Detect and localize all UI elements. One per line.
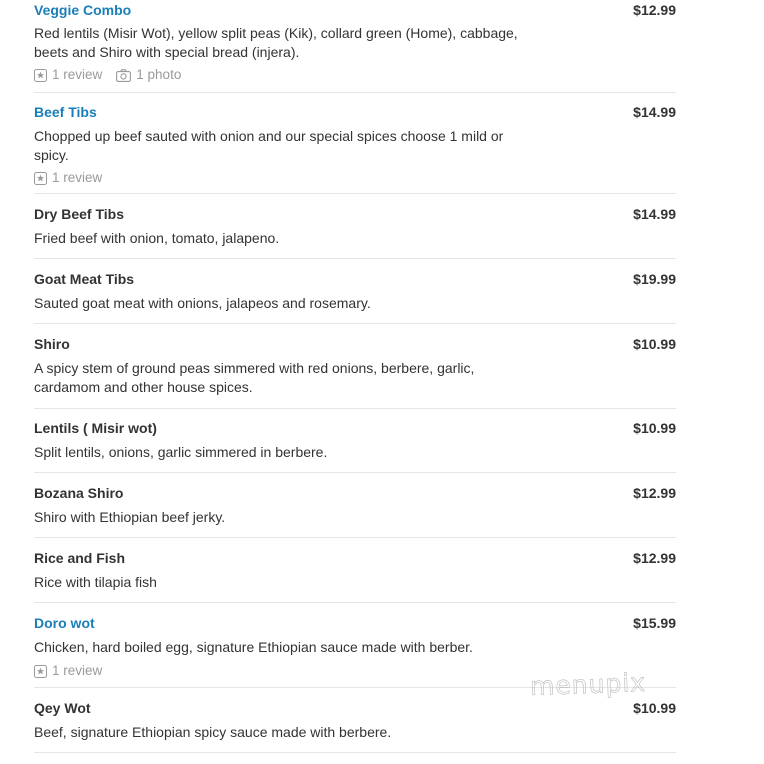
menu-item-price: $14.99 [633,206,676,222]
menu-item-meta [34,662,116,680]
menu-item-price: $10.99 [633,336,676,352]
menu-item [34,0,676,93]
menu-item-description: Chopped up beef sauted with onion and our special spices choose 1 mild or spicy. [34,128,504,163]
menu-item [34,324,676,409]
menu-item-description: Red lentils (Misir Wot), yellow split peas (Kik), collard green (Home), cabbage, beets and Shiro with special bread (injera). [34,25,518,60]
menu-item-price: $12.99 [633,2,676,18]
menu-item-name: Goat Meat Tibs [34,271,135,287]
menu-item-name-link[interactable]: Veggie Combo [34,2,132,18]
menu-item-name: Lentils ( Misir wot) [34,420,157,436]
menu-item-description: Fried beef with onion, tomato, jalapeno. [34,230,280,246]
menu-item-meta [34,169,116,187]
menu-item-description: Shiro with Ethiopian beef jerky. [34,509,226,525]
camera-icon [116,69,136,82]
menu-item-price: $15.99 [633,615,676,631]
menu-item-price: $14.99 [633,104,676,120]
reviews-count: 1 review [52,170,103,185]
menu-item [34,409,676,473]
photos-count: 1 photo [136,67,182,82]
reviews-link[interactable] [34,66,102,84]
menupix-watermark: menupix [529,667,647,702]
menu-item-price: $12.99 [633,550,676,566]
menu-item-name-link[interactable]: Beef Tibs [34,104,97,120]
menu-item-name: Bozana Shiro [34,485,124,501]
reviews-link[interactable] [34,662,102,680]
menu-item-name: Dry Beef Tibs [34,206,124,222]
reviews-count: 1 review [52,67,103,82]
review-star-icon [34,665,52,678]
menu-item [34,194,676,259]
reviews-count: 1 review [52,663,103,678]
menu-item-price: $10.99 [633,700,676,716]
menu-item [34,93,676,194]
menu-item [34,473,676,538]
menu-item-price: $12.99 [633,485,676,501]
review-star-icon [34,69,52,82]
menu-item-description: A spicy stem of ground peas simmered with red onions, berbere, garlic, cardamom and other house spices. [34,360,475,395]
reviews-link[interactable] [34,169,102,187]
menu-item-price: $19.99 [633,271,676,287]
menu-item-description: Rice with tilapia fish [34,574,157,590]
menu-item [34,259,676,324]
menu-item-description: Chicken, hard boiled egg, signature Ethiopian sauce made with berber. [34,639,473,655]
menu-item-name-link[interactable]: Doro wot [34,615,95,631]
menu-item [34,538,676,603]
menu-item-name: Rice and Fish [34,550,126,566]
review-star-icon [34,172,52,185]
menu-item-description: Beef, signature Ethiopian spicy sauce made with berbere. [34,724,392,740]
menu-item-meta [34,66,195,84]
menu-item-description: Sauted goat meat with onions, jalapeos and rosemary. [34,295,371,311]
photos-link[interactable] [116,66,181,84]
menu-item-description: Split lentils, onions, garlic simmered in berbere. [34,444,328,460]
menu-item-price: $10.99 [633,420,676,436]
menu-item-name: Shiro [34,336,70,352]
menu-item-name: Qey Wot [34,700,91,716]
